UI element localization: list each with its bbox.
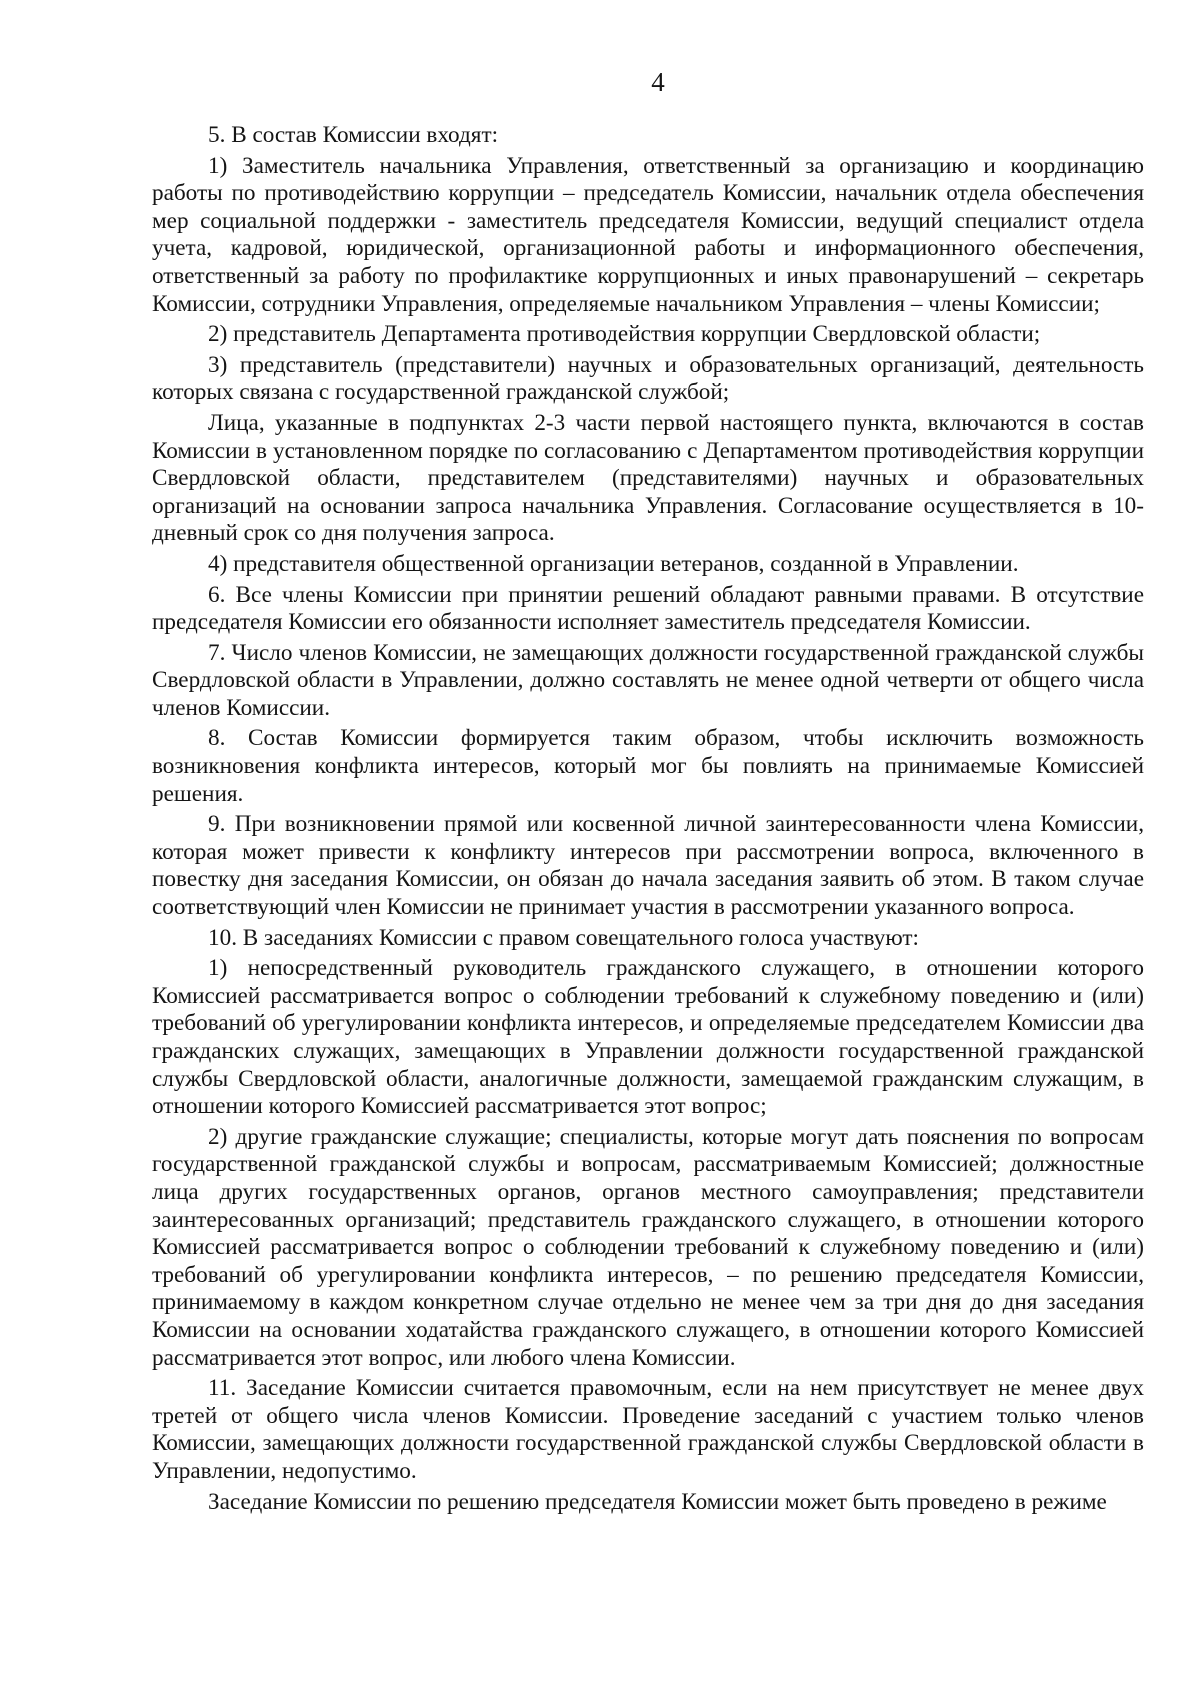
paragraph-item-9: 9. При возникновении прямой или косвенной личной заинтересованности члена Комиссии, которая может привести к конфликту интересов при рассмотрении вопроса, включенного в повестку дня заседания Комиссии, он обязан до начала заседания заявить об этом. В таком случае соответствующий член Комиссии не принимает участия в рассмотрении указанного вопроса. (152, 811, 1144, 921)
paragraph-commission-composition: 5. В состав Комиссии входят: (208, 122, 499, 148)
paragraph-inclusion-procedure: Лица, указанные в подпунктах 2-3 части первой настоящего пункта, включаются в состав Комиссии в установленном порядке по согласованию с Департаментом противодействия коррупции Свердловской области, представителем (представителями) научных и образовательных организаций на основании запроса начальника Управления. Согласование осуществляется в 10-дневный срок со дня получения запроса. (152, 409, 1144, 547)
page-number: 4 (651, 67, 665, 97)
paragraph-member-list-4: 4) представителя общественной организации ветеранов, созданной в Управлении. (208, 550, 1019, 577)
paragraph-item-10: 10. В заседаниях Комиссии с правом совещательного голоса участвуют: (208, 924, 919, 951)
paragraph-item-10-sub-2: 2) другие гражданские служащие; специалисты, которые могут дать пояснения по вопросам государственной гражданской службы и вопросам, рассматриваемым Комиссией; должностные лица других государственных органов, органов местного самоуправления; представители заинтересованных организаций; представитель гражданского служащего, в отношении которого Комиссией рассматривается вопрос о соблюдении требований к служебному поведению и (или) требований об урегулировании конфликта интересов, – по решению председателя Комиссии, принимаемому в каждом конкретном случае отдельно не менее чем за три дня до дня заседания Комиссии на основании ходатайства гражданского служащего, в отношении которого Комиссией рассматривается этот вопрос, или любого члена Комиссии. (152, 1123, 1144, 1371)
paragraph-item-8: 8. Состав Комиссии формируется таким образом, чтобы исключить возможность возникновения конфликта интересов, который мог бы повлиять на принимаемые Комиссией решения. (152, 725, 1144, 807)
paragraph-item-10-sub-1: 1) непосредственный руководитель гражданского служащего, в отношении которого Комиссией рассматривается вопрос о соблюдении требований к служебному поведению и (или) требований об урегулировании конфликта интересов, и определяемые председателем Комиссии два гражданских служащих, замещающих в Управлении должности государственной гражданской службы Свердловской области, аналогичные должности, замещаемой гражданским служащим, в отношении которого Комиссией рассматривается этот вопрос; (152, 955, 1144, 1120)
document-body (152, 122, 1144, 1516)
paragraph-member-list-1: 1) Заместитель начальника Управления, ответственный за организацию и координацию работы по противодействию коррупции – председатель Комиссии, начальник отдела обеспечения мер социальной поддержки - заместитель председателя Комиссии, ведущий специалист отдела учета, кадровой, юридической, организационной работы и информационного обеспечения, ответственный за работу по профилактике коррупционных и иных правонарушений – секретарь Комиссии, сотрудники Управления, определяемые начальником Управления – члены Комиссии; (152, 152, 1144, 317)
paragraph-member-list-3: 3) представитель (представители) научных и образовательных организаций, деятельность которых связана с государственной гражданской службой; (152, 351, 1144, 406)
paragraph-item-11: 11. Заседание Комиссии считается правомочным, если на нем присутствует не менее двух третей от общего числа членов Комиссии. Проведение заседаний с участием только членов Комиссии, замещающих должности государственной гражданской службы Свердловской области в Управлении, недопустимо. (152, 1375, 1144, 1484)
paragraph-item-6: 6. Все члены Комиссии при принятии решений обладают равными правами. В отсутствие председателя Комиссии его обязанности исполняет заместитель председателя Комиссии. (152, 581, 1144, 636)
paragraph-meeting-mode: Заседание Комиссии по решению председателя Комиссии может быть проведено в режиме (208, 1488, 1107, 1515)
paragraph-member-list-2: 2) представитель Департамента противодействия коррупции Свердловской области; (208, 321, 1041, 348)
paragraph-item-7: 7. Число членов Комиссии, не замещающих должности государственной гражданской службы Свердловской области в Управлении, должно составлять не менее одной четверти от общего числа членов Комиссии. (152, 639, 1144, 721)
